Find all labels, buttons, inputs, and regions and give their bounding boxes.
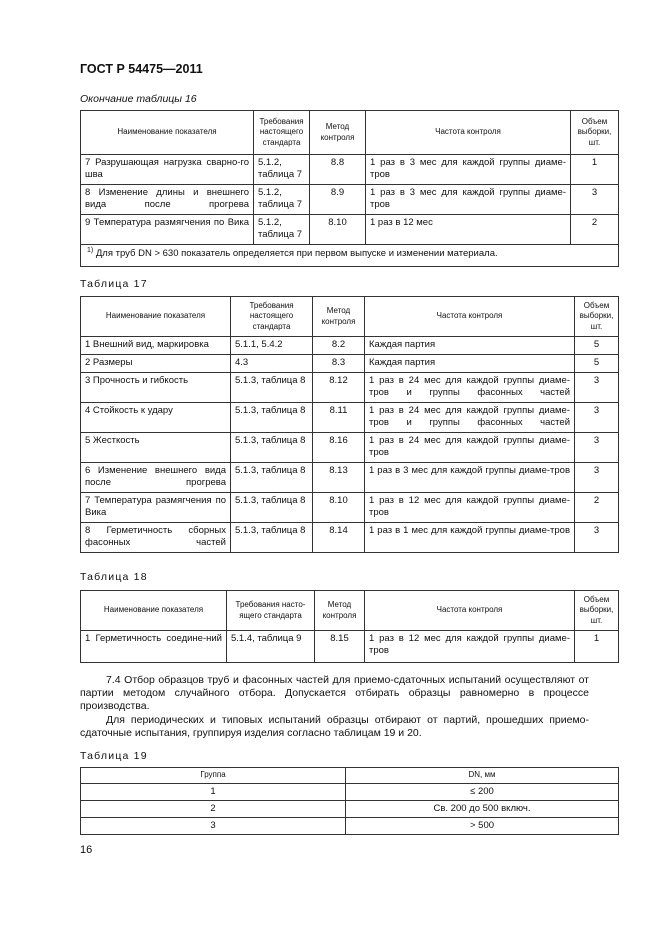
table17-cell: 8.2 [313, 337, 365, 355]
table16-cell: 1 раз в 3 мес для каждой группы диаме-тров [366, 155, 571, 185]
table17-cell: 1 раз в 24 мес для каждой группы диаме-тров и группы фасонных частей [365, 373, 575, 403]
table16-header-cell: Наименование показателя [81, 111, 254, 155]
table19-cell: > 500 [346, 818, 619, 835]
table17-cell: 5.1.3, таблица 8 [231, 493, 313, 523]
table17-cell: 3 [575, 523, 619, 553]
table17-header-cell: Метод контроля [313, 297, 365, 337]
table17-caption: Таблица 17 [80, 278, 148, 290]
table17-cell: 5.1.1, 5.4.2 [231, 337, 313, 355]
table17-cell: 8.10 [313, 493, 365, 523]
table17-cell: 8.11 [313, 403, 365, 433]
table17-cell: Каждая партия [365, 355, 575, 373]
table16-caption: Окончание таблицы 16 [80, 93, 197, 105]
table18-header-cell: Объем выборки, шт. [575, 591, 619, 631]
table18-cell: 1 раз в 12 мес для каждой группы диаме-тров [365, 631, 575, 663]
table17-cell: 5.1.3, таблица 8 [231, 463, 313, 493]
table16-cell: 1 [571, 155, 619, 185]
table19-cell: 2 [81, 801, 346, 818]
footnote-text: Для труб DN > 630 показатель определяется при первом выпуске и изменении материала. [95, 248, 498, 259]
table17-cell: 8.12 [313, 373, 365, 403]
table17-cell: 5.1.3, таблица 8 [231, 433, 313, 463]
paragraph-sampling: Для периодических и типовых испытаний образцы отбирают от партий, прошедших приемо-сдаточные испытания, группируя изделия согласно таблицам 19 и 20. [80, 714, 589, 739]
table18 [80, 590, 619, 663]
table-row [81, 433, 619, 463]
table16-cell: 3 [571, 185, 619, 215]
table17-cell: 2 [575, 493, 619, 523]
table18-header-cell: Частота контроля [365, 591, 575, 631]
table17-cell: 2 Размеры [81, 355, 231, 373]
table17-cell: 1 раз в 24 мес для каждой группы диаме-тров [365, 433, 575, 463]
table18-header-cell: Требования насто-ящего стандарта [227, 591, 315, 631]
table-row [81, 155, 619, 185]
table18-header-cell: Наименование показателя [81, 591, 227, 631]
table19-header-cell: DN, мм [346, 768, 619, 784]
table17-cell: 4.3 [231, 355, 313, 373]
table17-cell: 8.13 [313, 463, 365, 493]
table18-cell: 8.15 [315, 631, 365, 663]
table17-cell: 8.3 [313, 355, 365, 373]
table17-header-cell: Объем выборки, шт. [575, 297, 619, 337]
table-row [81, 463, 619, 493]
table19-cell: ≤ 200 [346, 784, 619, 801]
table-row [81, 403, 619, 433]
table16-cell: 8.9 [310, 185, 366, 215]
table17-cell: 8 Герметичность сборных фасонных частей [81, 523, 231, 553]
page-number: 16 [80, 844, 93, 856]
table17-cell: 7 Температура размягчения по Вика [81, 493, 231, 523]
table17-cell: 3 Прочность и гибкость [81, 373, 231, 403]
table19-cell: Св. 200 до 500 включ. [346, 801, 619, 818]
table17-header-cell: Требования настоящего стандарта [231, 297, 313, 337]
table17-cell: 5.1.3, таблица 8 [231, 523, 313, 553]
table16-cell: 8.10 [310, 215, 366, 245]
table16-header-cell: Частота контроля [366, 111, 571, 155]
table18-cell: 1 Герметичность соедине-ний [81, 631, 227, 663]
table16-cell: 9 Температура размягчения по Вика [81, 215, 254, 245]
table18-cell: 1 [575, 631, 619, 663]
table18-header-cell: Метод контроля [315, 591, 365, 631]
document-header: ГОСТ Р 54475—2011 [80, 62, 203, 76]
table17-cell: 3 [575, 433, 619, 463]
table16-cell: 2 [571, 215, 619, 245]
table16-cell: 7 Разрушающая нагрузка сварно-го шва [81, 155, 254, 185]
table16-cell: 8.8 [310, 155, 366, 185]
table17-cell: 8.16 [313, 433, 365, 463]
table16-header-cell: Метод контроля [310, 111, 366, 155]
table-row [81, 373, 619, 403]
table18-cell: 5.1.4, таблица 9 [227, 631, 315, 663]
table17-cell: 1 раз в 24 мес для каждой группы диаме-тров и группы фасонных частей [365, 403, 575, 433]
table17-cell: 4 Стойкость к удару [81, 403, 231, 433]
table17-cell: 3 [575, 373, 619, 403]
table17-cell: Каждая партия [365, 337, 575, 355]
paragraph-7-4: 7.4 Отбор образцов труб и фасонных частей для приемо-сдаточных испытаний осуществляют от партии методом случайного отбора. Допускается отбирать образцы равномерно в процессе производства. [80, 674, 589, 712]
table17-cell: 3 [575, 463, 619, 493]
table19-cell: 3 [81, 818, 346, 835]
table-row [81, 801, 619, 818]
table18-caption: Таблица 18 [80, 571, 148, 583]
footnote-mark: 1) [87, 246, 94, 254]
table16-cell: 5.1.2, таблица 7 [254, 215, 310, 245]
table17-cell: 1 раз в 1 мес для каждой группы диаме-тров [365, 523, 575, 553]
table-row [81, 631, 619, 663]
table17-cell: 5 [575, 337, 619, 355]
table16-header-cell: Объем выборки, шт. [571, 111, 619, 155]
table16-header-cell: Требования настоящего стандарта [254, 111, 310, 155]
table16-cell: 1 раз в 12 мес [366, 215, 571, 245]
table17-cell: 5.1.3, таблица 8 [231, 403, 313, 433]
table-row [81, 493, 619, 523]
table17-cell: 3 [575, 403, 619, 433]
table17-cell: 1 Внешний вид, маркировка [81, 337, 231, 355]
table17-cell: 5 [575, 355, 619, 373]
table17-cell: 5 Жесткость [81, 433, 231, 463]
table17-cell: 1 раз в 12 мес для каждой группы диаме-тров [365, 493, 575, 523]
table16 [80, 110, 619, 267]
table17 [80, 296, 619, 553]
table16-cell: 1 раз в 3 мес для каждой группы диаме-тров [366, 185, 571, 215]
table19-caption: Таблица 19 [80, 750, 148, 762]
table-row [81, 523, 619, 553]
table-row [81, 185, 619, 215]
table-row [81, 337, 619, 355]
table16-cell: 8 Изменение длины и внешнего вида после прогрева [81, 185, 254, 215]
table17-cell: 1 раз в 3 мес для каждой группы диаме-тров [365, 463, 575, 493]
table-row [81, 215, 619, 245]
table-row [81, 784, 619, 801]
table17-cell: 6 Изменение внешнего вида после прогрева [81, 463, 231, 493]
table17-cell: 5.1.3, таблица 8 [231, 373, 313, 403]
table16-footnote [81, 245, 619, 267]
table16-cell: 5.1.2, таблица 7 [254, 155, 310, 185]
table-row [81, 818, 619, 835]
table17-header-cell: Наименование показателя [81, 297, 231, 337]
table17-cell: 8.14 [313, 523, 365, 553]
table16-cell: 5.1.2, таблица 7 [254, 185, 310, 215]
table-row [81, 355, 619, 373]
table17-header-cell: Частота контроля [365, 297, 575, 337]
table19-header-cell: Группа [81, 768, 346, 784]
table19-cell: 1 [81, 784, 346, 801]
table19 [80, 767, 619, 835]
